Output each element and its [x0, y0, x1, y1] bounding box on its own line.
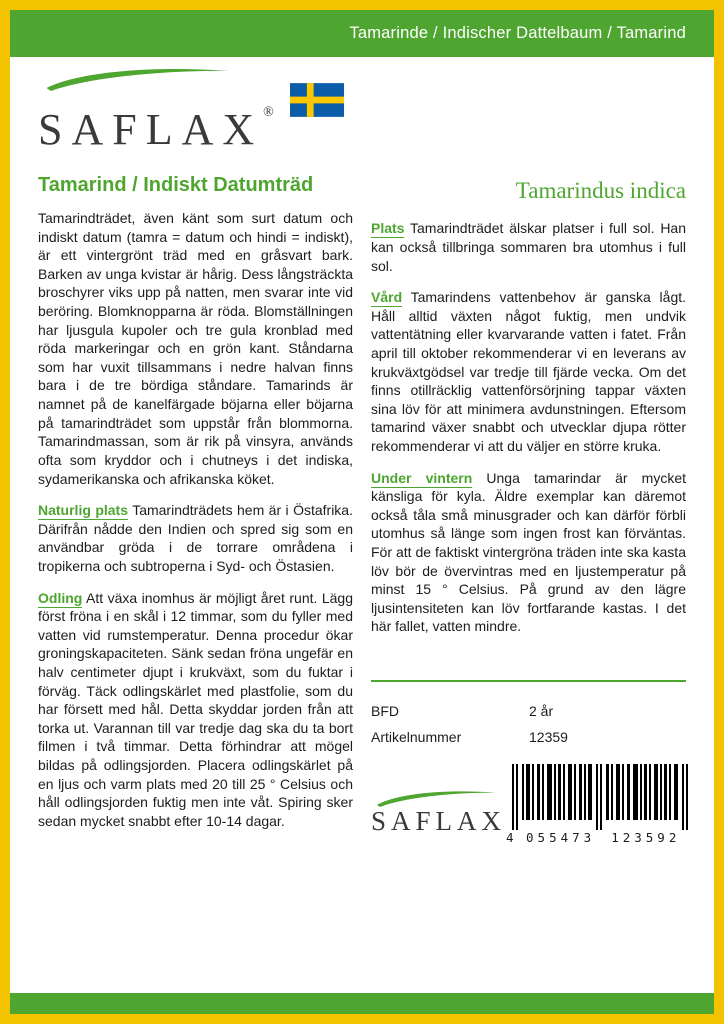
section-location	[371, 219, 686, 275]
ean-barcode	[506, 764, 694, 845]
section-natural-place	[38, 501, 353, 575]
intro-paragraph	[38, 209, 353, 488]
meta-label-artikelnummer: Artikelnummer	[371, 728, 462, 745]
right-column	[371, 174, 686, 993]
bottom-bar	[10, 993, 714, 1014]
sweden-flag-icon	[290, 83, 344, 117]
intro-text: Tamarindträdet, även känt som surt datum och indiskt datum (tamra = datum och hindi = indiskt), är ett vintergrönt träd med en gråsvart bark. Barken av unga kvistar är hårig. Dess långsträckta broschyrer viks upp på natten, men svarar inte vid beröring. Blomknopparna är röda. Blomställningen har ljusgula kupoler och tre gula kronblad med röda markeringar och en grön kant. Ståndarna som har vuxit tillsammans i nedre halvan finns bara i de tre bördiga ståndare. Tamarinds är namnet på de kanelfärgade böjarna eller böjarna på tamarindträdet som uppstår från blommorna. Tamarindmassan, som är rik på vinsyra, används ofta som kryddor och i chutneys i det indiska, sydamerikanska och afrikanska köket.	[38, 210, 353, 487]
meta-row-bfd	[371, 702, 686, 721]
section-text-naturlig-plats: Tamarindträdets hem är i Östafrika. Därifrån nådde den Indien och spred sig som en användbar gröda i de torrare områdena i tropikerna och subtroperna i Syd- och Östasien.	[38, 502, 353, 574]
seed-packet-back	[10, 10, 714, 1014]
divider-line	[371, 680, 686, 682]
section-cultivation	[38, 589, 353, 831]
brand-row	[10, 57, 714, 152]
section-heading-vard: Vård	[371, 289, 403, 306]
meta-value-artikelnummer: 12359	[529, 728, 568, 745]
latin-name: Tamarindus indica	[515, 178, 686, 203]
bottom-row	[371, 764, 686, 845]
section-text-odling: Att växa inomhus är möjligt året runt. Lägg först fröna i en skål i 12 timmar, som du fyller med vatten vid rumstemperatur. Denna procedur ökar groningskapaciteten. Sänk sedan fröna ungefär en halv centimeter djupt i krukväxt, som du fuktar i förväg. Täck odlingskärlet med plastfolie, som du har försett med hål. Detta skyddar jorden från att torka ut. Varannan till var tredje dag ska du ta bort filmen i två timmar. Detta förhindrar att mögel bildas på odlingsjorden. Placera odlingskärlet på en ljus och varm plats med 20 till 25 ° Celsius och håll odlingsjorden fuktig men inte våt. Spiring sker sedan mycket snabbt efter 10-14 dagar.	[38, 589, 353, 829]
section-text-plats: Tamarindträdet älskar platser i full sol. Han kan också tillbringa sommaren bra utomhus i full sol.	[371, 220, 686, 274]
section-winter	[371, 469, 686, 636]
brand-name: SAFLAX	[38, 105, 264, 154]
meta-value-bfd: 2 år	[529, 703, 554, 720]
saflax-wordmark-small	[371, 807, 506, 835]
brush-swoosh-icon	[374, 790, 500, 807]
barcode-digits	[506, 831, 694, 845]
top-bar-title: Tamarinde / Indischer Dattelbaum / Tamarind	[349, 24, 686, 42]
section-text-vard: Tamarindens vattenbehov är ganska lågt. Håll alltid växten något fuktig, men undvik vattentätning eller kvarvarande vatten i fatet. Från april till oktober rekommenderar vi en leverans av krukväxtgödsel var tredje till fjärde vecka. Om det finns otillräcklig vattenförsörjning tappar växten sina löv för att minimera avdunstningen. Eftersom tamarind växer snabbt och utvecklar djupa rötter rekommenderar vi att du väljer en större kruka.	[371, 289, 687, 454]
section-heading-under-vintern: Under vintern	[371, 469, 473, 486]
meta-label-bfd: BFD	[371, 703, 399, 720]
section-heading-odling: Odling	[38, 589, 83, 606]
section-care	[371, 288, 686, 455]
brush-swoosh-icon	[42, 67, 234, 91]
left-column	[38, 174, 353, 993]
content-columns	[10, 152, 714, 993]
saflax-logo-small	[371, 790, 506, 835]
brand-name: SAFLAX	[371, 806, 507, 837]
registered-mark: ®	[263, 105, 274, 120]
section-text-under-vintern: Unga tamarindar är mycket känsliga för kyla. Äldre exemplar kan däremot också tåla små minusgrader och kan därför förbli utomhus så länge som ingen frost kan förväntas. För att de faktiskt vintergröna träden inte ska kasta löv bör de övervintras med en ljustemperatur på minst 15 ° Celsius. På grund av den lägre ljusintensiteten kan löv fortfarande kastas. I det här fallet, vatten mindre.	[371, 469, 686, 635]
section-heading-naturlig-plats: Naturlig plats	[38, 502, 128, 519]
saflax-logo	[38, 67, 274, 152]
saflax-wordmark	[38, 91, 274, 152]
barcode-bars-icon	[506, 764, 694, 830]
page-title: Tamarind / Indiskt Datumträd	[38, 174, 314, 196]
barcode-group-2: 123592	[611, 830, 681, 846]
meta-row-artikelnummer	[371, 728, 686, 747]
barcode-group-1: 055473	[526, 830, 596, 846]
top-bar	[10, 10, 714, 57]
barcode-left-digit: 4	[506, 830, 514, 846]
section-heading-plats: Plats	[371, 220, 405, 237]
